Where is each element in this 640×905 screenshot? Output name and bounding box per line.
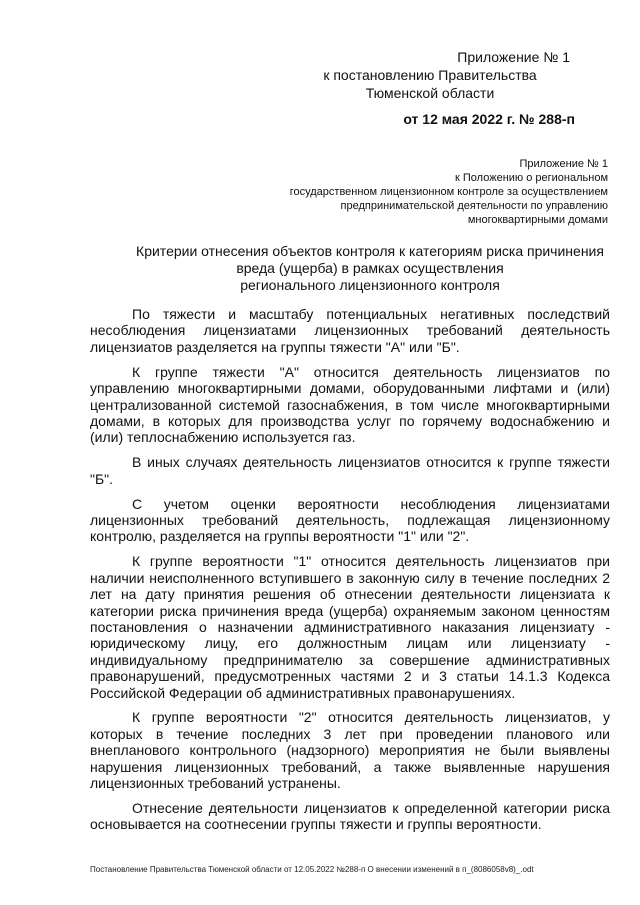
- document-body: [90, 306, 610, 841]
- document-title: [110, 243, 630, 294]
- title-line-3: регионального лицензионного контроля: [240, 277, 500, 293]
- appendix-region: Тюменской области: [365, 85, 495, 101]
- paragraph: В иных случаях деятельность лицензиатов относится к группе тяжести "Б".: [90, 454, 610, 487]
- sub-appendix-header: [248, 157, 608, 227]
- paragraph: К группе вероятности "2" относится деятельность лицензиатов, у которых в течение последних 3 лет при проведении планового или внепланового контрольного (надзорного) мероприятия не были выявлены нарушения лицензионных требований, а также выявленные нарушения лицензионных требований устранены.: [90, 709, 610, 792]
- appendix-header: [280, 48, 580, 128]
- sub-appendix-line-4: предпринимательской деятельности по управлению: [340, 200, 608, 212]
- appendix-date: от 12 мая 2022 г. № 288-п: [403, 111, 575, 127]
- paragraph: Отнесение деятельности лицензиатов к определенной категории риска основывается на соотнесении группы тяжести и группы вероятности.: [90, 799, 610, 833]
- page-footer: Постановление Правительства Тюменской области от 12.05.2022 №288-п О внесении изменений в п_(8086058v8)_.odt: [90, 865, 534, 874]
- sub-appendix-number: Приложение № 1: [519, 158, 608, 170]
- title-line-1: Критерии отнесения объектов контроля к категориям риска причинения: [136, 243, 604, 259]
- paragraph: С учетом оценки вероятности несоблюдения лицензиатами лицензионных требований деятельность, подлежащая лицензионному контролю, разделяется на группы вероятности "1" или "2".: [90, 495, 610, 545]
- sub-appendix-line-3: государственном лицензионном контроле за осуществлением: [289, 186, 608, 198]
- appendix-reference: к постановлению Правительства: [323, 67, 537, 83]
- paragraph: По тяжести и масштабу потенциальных негативных последствий несоблюдения лицензиатами лицензионных требований деятельность лицензиатов разделяется на группы тяжести "А" или "Б".: [90, 306, 610, 355]
- title-line-2: вреда (ущерба) в рамках осуществления: [236, 260, 504, 276]
- paragraph: К группе вероятности "1" относится деятельность лицензиатов при наличии неисполненного вступившего в законную силу в течение последних 2 лет на дату принятия решения об отнесении деятельности лицензиата к категории риска причинения вреда (ущерба) охраняемым законом ценностям постановления о назначении административного наказания лицензиату - юридическому лицу, его должностным лицам или лицензиату - индивидуальному предпринимателю за совершение административных правонарушений, предусмотренных частями 2 и 3 статьи 14.1.3 Кодекса Российской Федерации об административных правонарушениях.: [90, 553, 610, 701]
- appendix-number: Приложение № 1: [457, 49, 570, 65]
- paragraph: К группе тяжести "А" относится деятельность лицензиатов по управлению многоквартирными домами, оборудованными лифтами и (или) централизованной системой газоснабжения, в том числе многоквартирными домами, в которых для производства услуг по горячему водоснабжению и (или) теплоснабжению используется газ.: [90, 363, 610, 446]
- sub-appendix-line-2: к Положению о региональном: [455, 172, 608, 184]
- sub-appendix-line-5: многоквартирными домами: [467, 214, 608, 226]
